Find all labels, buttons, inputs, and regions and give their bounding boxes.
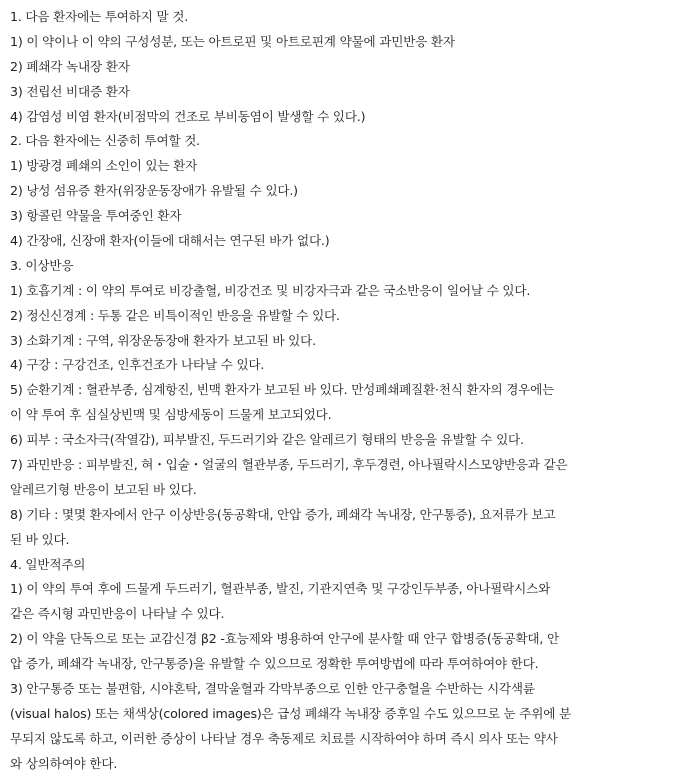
list-item: 2) 폐쇄각 녹내장 환자 (10, 58, 130, 74)
list-item: 7) 과민반응 : 피부발진, 혀・입술・얼굴의 혈관부종, 두드러기, 후두경련, 아나필락시스모양반응과 같은 (10, 457, 568, 473)
list-item-continuation: 같은 즉시형 과민반응이 나타날 수 있다. (10, 606, 225, 622)
list-item-continuation: (visual halos) 또는 채색상(colored images)은 급성 폐쇄각 녹내장 증후일 수도 있으므로 눈 주위에 분 (10, 705, 571, 721)
list-item: 6) 피부 : 국소자극(작열감), 피부발진, 두드러기와 같은 알레르기 형태의 반응을 유발할 수 있다. (10, 432, 524, 448)
list-item: 1) 이 약이나 이 약의 구성성분, 또는 아트로핀 및 아트로핀계 약물에 과민반응 환자 (10, 33, 455, 49)
list-item: 4) 간장애, 신장애 환자(이들에 대해서는 연구된 바가 없다.) (10, 233, 330, 249)
section-heading-general-precautions: 4. 일반적주의 (10, 556, 86, 572)
list-item: 4) 감염성 비염 환자(비점막의 건조로 부비동염이 발생할 수 있다.) (10, 108, 366, 124)
list-item-continuation: 된 바 있다. (10, 531, 70, 547)
list-item: 2) 낭성 섬유증 환자(위장운동장애가 유발될 수 있다.) (10, 183, 298, 199)
list-item-continuation: 와 상의하여야 한다. (10, 755, 118, 771)
list-item: 4) 구강 : 구강건조, 인후건조가 나타날 수 있다. (10, 357, 265, 373)
section-heading-adverse-reactions: 3. 이상반응 (10, 257, 74, 273)
list-item: 8) 기타 : 몇몇 환자에서 안구 이상반응(동공확대, 안압 증가, 폐쇄각 녹내장, 안구통증), 요저류가 보고 (10, 506, 556, 522)
list-item: 1) 이 약의 투여 후에 드물게 두드러기, 혈관부종, 발진, 기관지연축 및 구강인두부종, 아나필락시스와 (10, 581, 551, 597)
list-item-continuation: 압 증가, 폐쇄각 녹내장, 안구통증)을 유발할 수 있으므로 정확한 투여방법에 따라 투여하여야 한다. (10, 656, 539, 672)
list-item-continuation: 이 약 투여 후 심실상빈맥 및 심방세동이 드물게 보고되었다. (10, 407, 332, 423)
list-item: 2) 이 약을 단독으로 또는 교감신경 β2 -효능제와 병용하여 안구에 분사할 때 안구 합병증(동공확대, 안 (10, 631, 559, 647)
list-item: 1) 호흡기계 : 이 약의 투여로 비강출혈, 비강건조 및 비강자극과 같은 국소반응이 일어날 수 있다. (10, 282, 531, 298)
list-item-continuation: 알레르기형 반응이 보고된 바 있다. (10, 481, 197, 497)
list-item-continuation: 무되지 않도록 하고, 이러한 증상이 나타날 경우 축동제로 치료를 시작하여야 하며 즉시 의사 또는 약사 (10, 730, 558, 746)
list-item: 1) 방광경 폐쇄의 소인이 있는 환자 (10, 158, 198, 174)
section-heading-contraindications: 1. 다음 환자에는 투여하지 말 것. (10, 9, 189, 24)
section-heading-caution: 2. 다음 환자에는 신중히 투여할 것. (10, 133, 200, 149)
list-item: 5) 순환기계 : 혈관부종, 심계항진, 빈맥 환자가 보고된 바 있다. 만성폐쇄폐질환·천식 환자의 경우에는 (10, 382, 555, 398)
list-item: 3) 안구통증 또는 불편함, 시야혼탁, 결막울혈과 각막부종으로 인한 안구충혈을 수반하는 시각색륜 (10, 681, 535, 697)
list-item: 3) 전립선 비대증 환자 (10, 83, 130, 99)
list-item: 3) 항콜린 약물을 투여중인 환자 (10, 208, 182, 224)
list-item: 2) 정신신경계 : 두통 같은 비특이적인 반응을 유발할 수 있다. (10, 307, 340, 323)
list-item: 3) 소화기계 : 구역, 위장운동장애 환자가 보고된 바 있다. (10, 332, 316, 348)
document-body (10, 5, 680, 777)
